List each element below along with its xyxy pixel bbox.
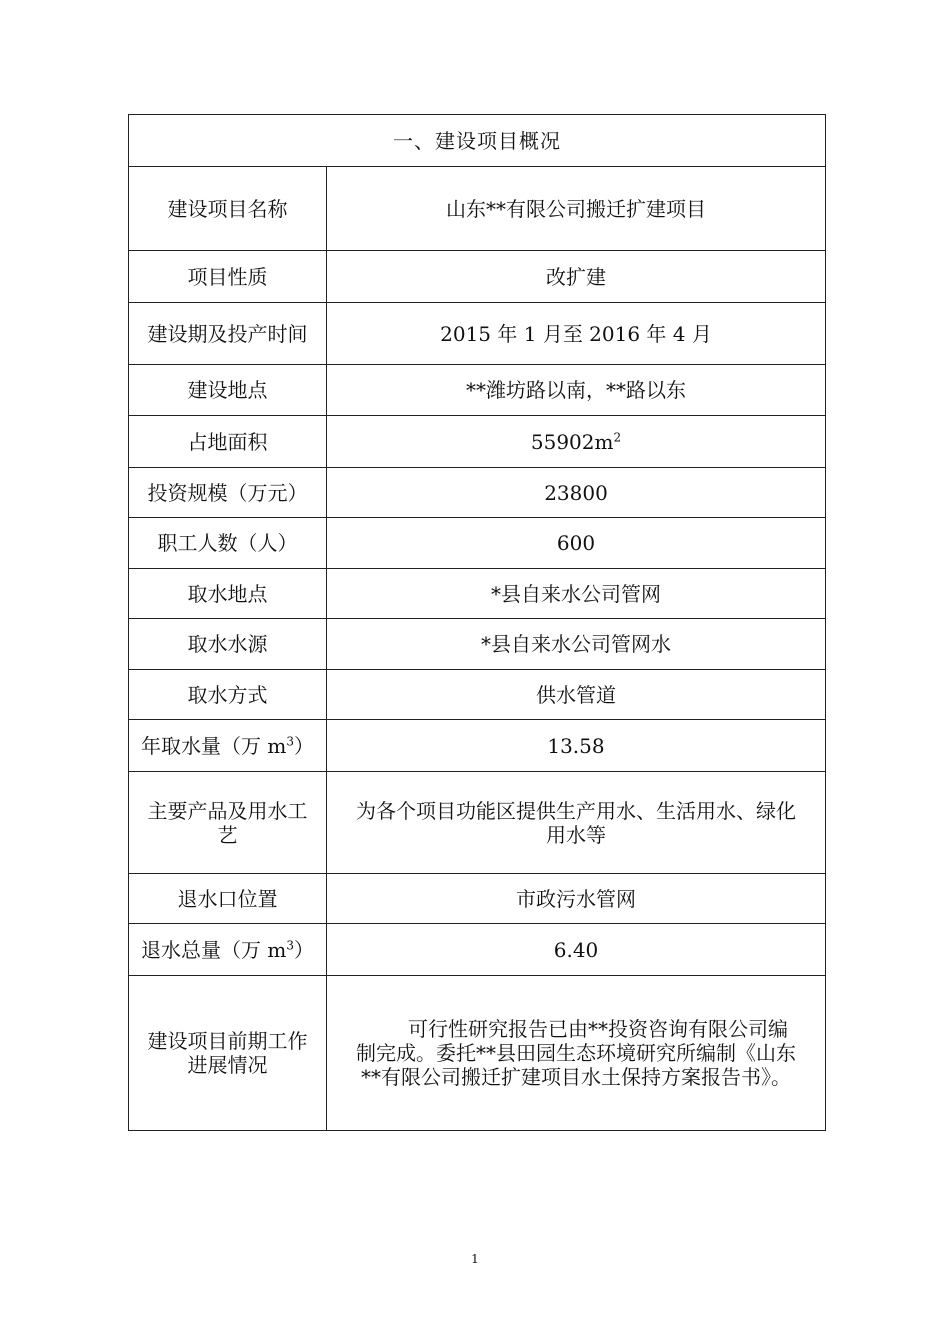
- value-annual-intake: 13.58: [327, 720, 826, 772]
- label-project-name: 建设项目名称: [129, 167, 327, 251]
- value-project-nature: 改扩建: [327, 251, 826, 303]
- annual-intake-unit-sup: 3: [286, 733, 294, 748]
- label-location: 建设地点: [129, 365, 327, 416]
- land-area-unit-sup: 2: [613, 429, 622, 444]
- value-preliminary-work: [327, 976, 826, 1131]
- products-value-line1: 为各个项目功能区提供生产用水、生活用水、绿化: [356, 798, 796, 823]
- label-intake-method: 取水方式: [129, 670, 327, 720]
- value-staff-count: 600: [327, 518, 826, 569]
- value-total-discharge: 6.40: [327, 924, 826, 976]
- preliminary-value-line1: 可行性研究报告已由**投资咨询有限公司编: [408, 1017, 788, 1041]
- total-discharge-label-close: ）: [293, 937, 314, 962]
- value-land-area: [327, 416, 826, 468]
- preliminary-label-line1: 建设项目前期工作: [147, 1029, 308, 1053]
- label-construction-period: 建设期及投产时间: [129, 303, 327, 365]
- value-construction-period: 2015 年 1 月至 2016 年 4 月: [327, 303, 826, 365]
- label-preliminary-work: [129, 976, 327, 1131]
- land-area-value: 55902m: [530, 429, 614, 454]
- label-land-area: 占地面积: [129, 416, 327, 468]
- value-intake-location: *县自来水公司管网: [327, 569, 826, 619]
- page-number: 1: [471, 1252, 479, 1266]
- products-label-line1: 主要产品及用水工: [147, 798, 308, 823]
- value-products-process: [327, 772, 826, 874]
- project-overview-table: [128, 114, 826, 1131]
- label-staff-count: 职工人数（人）: [129, 518, 327, 569]
- label-total-discharge: [129, 924, 327, 976]
- value-location: **潍坊路以南，**路以东: [327, 365, 826, 416]
- products-label-line2: 艺: [217, 822, 238, 847]
- annual-intake-label-close: ）: [293, 733, 314, 758]
- value-discharge-outlet: 市政污水管网: [327, 874, 826, 924]
- label-intake-location: 取水地点: [129, 569, 327, 619]
- products-value-line2: 用水等: [546, 822, 606, 847]
- label-investment: 投资规模（万元）: [129, 468, 327, 518]
- preliminary-value-line3: **有限公司搬迁扩建项目水土保持方案报告书》。: [361, 1065, 791, 1089]
- section-title: 一、建设项目概况: [129, 115, 826, 167]
- value-investment: 23800: [327, 468, 826, 518]
- label-annual-intake: [129, 720, 327, 772]
- total-discharge-unit-sup: 3: [286, 937, 294, 952]
- label-project-nature: 项目性质: [129, 251, 327, 303]
- value-water-source: *县自来水公司管网水: [327, 619, 826, 670]
- total-discharge-label-text: 退水总量（万 m: [141, 937, 287, 962]
- preliminary-label-line2: 进展情况: [187, 1053, 268, 1077]
- label-water-source: 取水水源: [129, 619, 327, 670]
- label-products-process: [129, 772, 327, 874]
- label-discharge-outlet: 退水口位置: [129, 874, 327, 924]
- value-intake-method: 供水管道: [327, 670, 826, 720]
- preliminary-value-line2: 制完成。委托**县田园生态环境研究所编制《山东: [356, 1041, 796, 1065]
- value-project-name: 山东**有限公司搬迁扩建项目: [327, 167, 826, 251]
- annual-intake-label-text: 年取水量（万 m: [141, 733, 287, 758]
